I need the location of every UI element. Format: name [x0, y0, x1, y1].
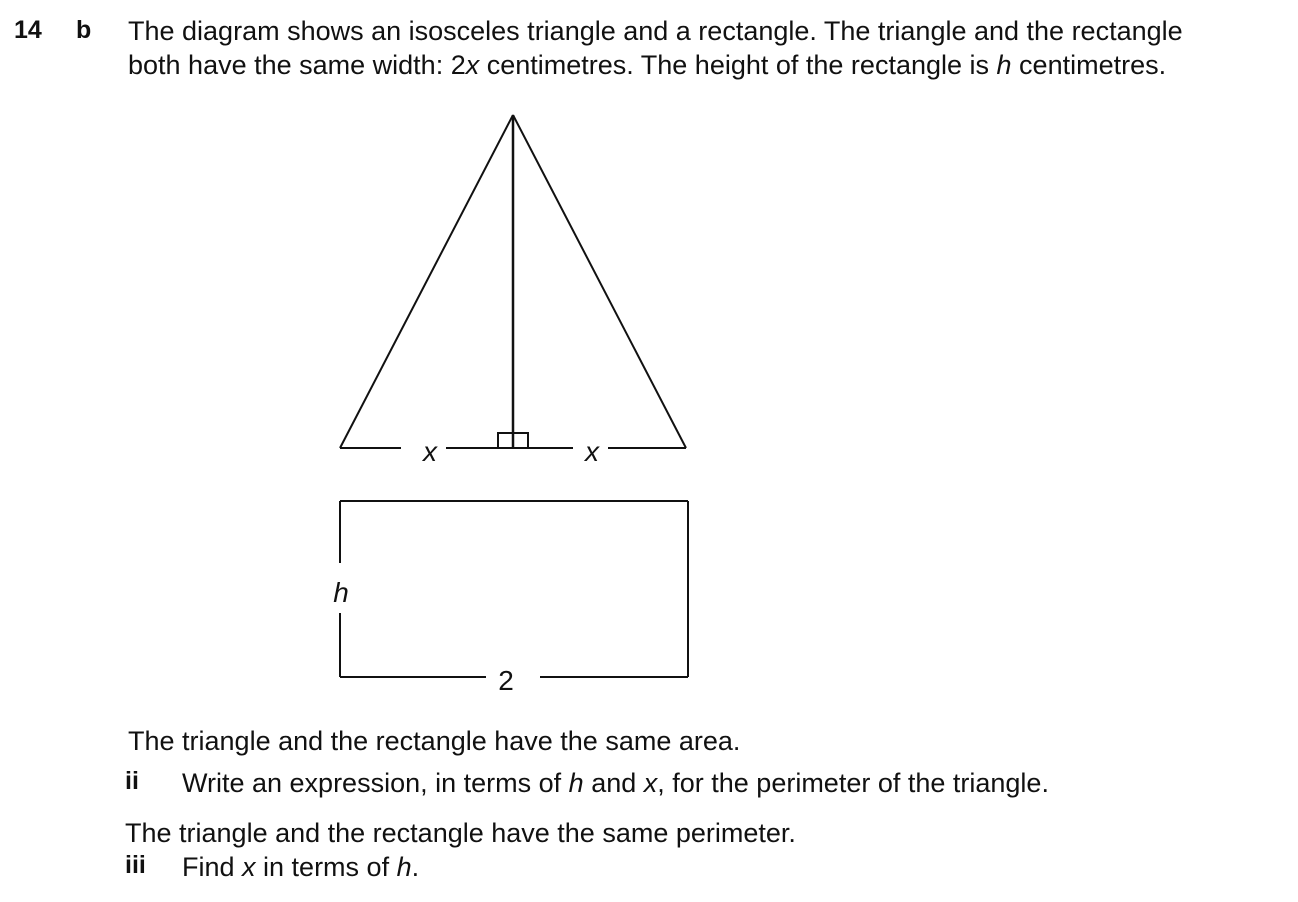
intro-text-mid: centimetres. The height of the rectangle is: [479, 50, 997, 80]
intro-line-1: The diagram shows an isosceles triangle and a rectangle. The triangle and the rectangle: [128, 16, 1183, 46]
rectangle-height-label-h: h: [333, 577, 349, 608]
part-ii-text: [182, 766, 1049, 800]
triangle-label-left-x: x: [423, 436, 437, 467]
part-iii-text-1: Find: [182, 852, 243, 882]
var-h: h: [396, 852, 412, 882]
part-ii-text-1: Write an expression, in terms of: [182, 768, 569, 798]
question-number: 14: [14, 16, 42, 44]
isosceles-triangle: [340, 115, 686, 448]
intro-text-suffix: centimetres.: [1011, 50, 1167, 80]
var-x: x: [465, 50, 480, 80]
part-iii-label: iii: [125, 851, 146, 879]
part-ii-text-2: and: [583, 768, 644, 798]
part-ii-text-3: , for the perimeter of the triangle.: [657, 768, 1049, 798]
var-x: x: [643, 768, 658, 798]
part-iii-text-2: in terms of: [255, 852, 397, 882]
intro-text-prefix: both have the same width: 2: [128, 50, 466, 80]
var-x: x: [242, 852, 256, 882]
part-iii-text-3: .: [411, 852, 420, 882]
var-h: h: [996, 50, 1012, 80]
triangle-left-side: [340, 115, 513, 448]
triangle-label-right-x: x: [585, 436, 599, 467]
var-h: h: [568, 768, 584, 798]
rectangle-width-label: 2: [498, 665, 514, 696]
triangle-right-side: [513, 115, 686, 448]
part-ii-label: ii: [125, 767, 139, 795]
rectangle: [340, 501, 688, 677]
question-part: b: [76, 16, 92, 44]
same-perimeter-statement: The triangle and the rectangle have the same perimeter.: [125, 818, 796, 848]
same-area-statement: The triangle and the rectangle have the same area.: [128, 726, 741, 756]
part-iii-text: [182, 850, 419, 884]
